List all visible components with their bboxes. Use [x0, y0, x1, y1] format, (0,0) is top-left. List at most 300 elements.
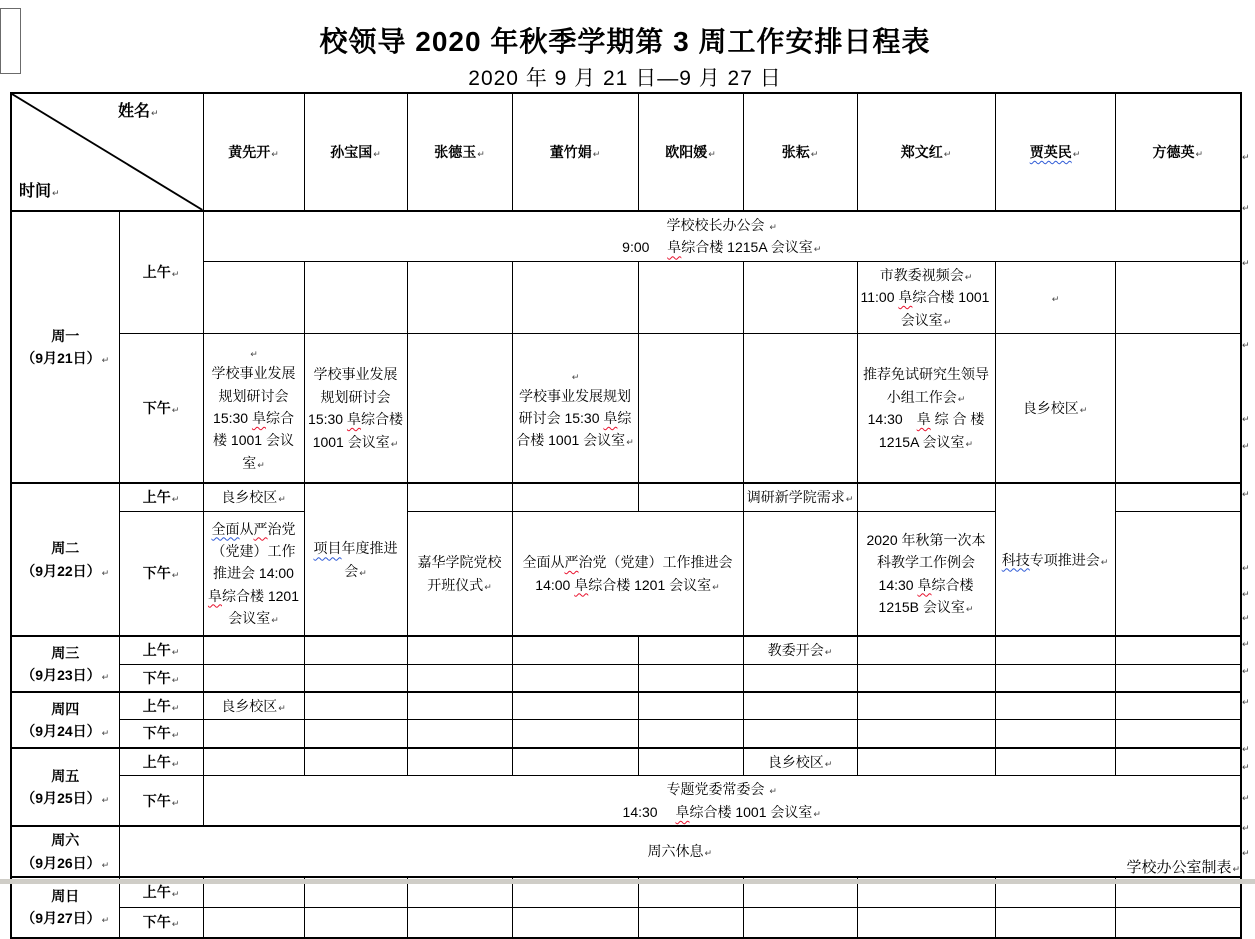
cell-tue-pm-huang-party-meeting	[203, 511, 304, 636]
paragraph-mark: ↵	[1072, 148, 1081, 159]
cell-mon-pm-jia-liangxiang	[995, 333, 1115, 483]
paragraph-mark: ↵	[626, 437, 634, 448]
corner-label-name	[118, 99, 159, 125]
text-run	[15, 347, 116, 369]
row-fri-am	[11, 748, 1241, 776]
cell-tue-pm-fang	[1115, 511, 1241, 636]
page-subtitle: 2020 年 9 月 21 日—9 月 27 日	[468, 67, 782, 90]
cell-mon-am-sun	[304, 261, 407, 333]
text-run: 学校校长办公会	[666, 216, 769, 233]
cell-tue-am-zhangdy	[407, 483, 512, 511]
paragraph-mark: ↵	[1232, 864, 1240, 874]
text-run: 综合楼 1001 会议室	[213, 409, 294, 471]
cell-sun-pm-zheng	[857, 908, 995, 938]
paragraph-mark: ↵	[171, 647, 180, 658]
paragraph-mark: ↵	[824, 647, 833, 658]
cell-thu-am-zheng	[857, 692, 995, 720]
paragraph-mark: ↵	[1242, 589, 1250, 599]
time-cell-wed-am	[119, 636, 203, 664]
text-run: 下午	[142, 565, 171, 582]
paragraph-mark: ↵	[373, 148, 381, 159]
text-run: 周五	[51, 767, 80, 784]
text-run: 周一	[51, 327, 80, 344]
cell-wed-pm-sun	[304, 664, 407, 692]
row-mon-am-merged	[11, 211, 1241, 261]
text-run	[411, 574, 509, 596]
cell-mon-am-ouyang	[638, 261, 743, 333]
cell-tue-pm-zhangyun	[743, 511, 857, 636]
paragraph-mark: ↵	[1242, 340, 1250, 350]
paragraph-mark: ↵	[1242, 848, 1250, 858]
paragraph-mark: ↵	[390, 438, 399, 449]
paragraph-mark: ↵	[824, 758, 833, 769]
cell-tue-jia-tech-meeting	[995, 483, 1115, 636]
cell-mon-am-zheng-video-meeting	[857, 261, 995, 333]
cell-tue-pm-zhangdy-jiahua	[407, 511, 512, 636]
text-run: 9:00	[622, 239, 668, 256]
cell-wed-pm-dong	[512, 664, 638, 692]
paragraph-mark: ↵	[150, 108, 159, 118]
header-ouyangyuan	[638, 93, 743, 211]
text-run: 嘉华学院党校	[417, 554, 502, 571]
cell-thu-pm-sun	[304, 720, 407, 748]
paragraph-mark: ↵	[171, 269, 180, 280]
cell-wed-am-huang	[203, 636, 304, 664]
cell-wed-pm-zhangyun	[743, 664, 857, 692]
row-thu-pm	[11, 720, 1241, 748]
paragraph-mark: ↵	[1051, 294, 1060, 305]
text-run: 专题党委常委会	[666, 781, 769, 798]
cell-mon-pm-huang-dev-plan	[203, 333, 304, 483]
day-cell-wed	[11, 636, 119, 692]
text-run: 推荐免试研究生领导小组工作会	[863, 366, 989, 405]
text-run: 综合楼 1215B 会议室	[878, 576, 978, 615]
cell-tue-am-zheng	[857, 483, 995, 511]
text-run: 姓名	[117, 103, 150, 120]
text-run: 年度推进会	[341, 540, 398, 579]
cell-thu-am-fang	[1115, 692, 1241, 720]
misspelled-text: 阜	[916, 411, 931, 428]
text-run: 上午	[142, 753, 171, 770]
paragraph-mark: ↵	[171, 404, 180, 415]
text-run: 市教委视频会	[879, 266, 964, 283]
cell-thu-am-zhangdy	[407, 692, 512, 720]
misspelled-text: 阜	[346, 411, 361, 428]
text-run	[207, 801, 1238, 823]
cell-sun-pm-ouyang	[638, 908, 743, 938]
text-run: 周六休息	[647, 843, 704, 860]
text-run: 周四	[51, 700, 80, 717]
text-run: 教委开会	[767, 642, 824, 659]
row-wed-pm	[11, 664, 1241, 692]
cell-thu-am-dong	[512, 692, 638, 720]
text-run: 学校事业发展规划研讨会 15:30	[308, 366, 398, 428]
cell-fri-am-zheng	[857, 748, 995, 776]
cell-mon-pm-zhangdy	[407, 333, 512, 483]
paragraph-mark: ↵	[769, 786, 777, 797]
text-run: 调研新学院需求	[746, 489, 845, 506]
cell-thu-pm-zheng	[857, 720, 995, 748]
text-run: 时间	[19, 183, 52, 201]
cell-fri-am-ouyang	[638, 748, 743, 776]
misspelled-text: 阜	[207, 587, 222, 604]
cell-mon-pm-zhangyun	[743, 333, 857, 483]
cell-wed-am-sun	[304, 636, 407, 664]
paragraph-mark: ↵	[171, 730, 180, 741]
paragraph-mark: ↵	[1242, 639, 1250, 649]
time-cell-tue-am	[119, 483, 203, 511]
paragraph-mark: ↵	[813, 808, 821, 819]
paragraph-mark: ↵	[1242, 414, 1250, 424]
cell-mon-pm-fang	[1115, 333, 1241, 483]
text-run: 综合楼 1215A 会议室	[681, 239, 813, 256]
row-fri-pm-merged	[11, 776, 1241, 826]
cell-thu-pm-dong	[512, 720, 638, 748]
text-run	[207, 342, 301, 362]
text-run	[861, 264, 992, 286]
cell-fri-am-dong	[512, 748, 638, 776]
cell-wed-am-fang	[1115, 636, 1241, 664]
text-run	[207, 214, 1238, 236]
text-run: （9月24日）	[21, 722, 101, 739]
paragraph-mark: ↵	[1242, 258, 1250, 268]
text-run: （9月21日）	[21, 350, 101, 367]
text-run: 治党（党建）工作推进会 14:00	[211, 520, 298, 582]
cell-mon-pm-dong-dev-plan	[512, 333, 638, 483]
text-run: 方德英	[1152, 143, 1195, 160]
window-bottom-edge	[0, 879, 1255, 884]
paragraph-mark: ↵	[101, 672, 110, 683]
cell-mon-am-zhangdy	[407, 261, 512, 333]
text-run: 孙宝国	[330, 143, 373, 160]
time-cell-mon-am	[119, 211, 203, 333]
paragraph-mark: ↵	[943, 148, 952, 159]
text-run	[516, 365, 635, 385]
text-run: 2020 年秋第一次本科教学工作例会 14:30	[866, 531, 986, 593]
paragraph-mark: ↵	[171, 758, 180, 769]
cell-thu-pm-zhangyun	[743, 720, 857, 748]
corner-header-cell	[11, 93, 203, 211]
cell-wed-pm-fang	[1115, 664, 1241, 692]
footer-credit	[10, 856, 1240, 877]
cell-sun-pm-dong	[512, 908, 638, 938]
text-run: 14:30	[622, 803, 676, 820]
text-run: 从	[239, 520, 254, 537]
day-cell-mon	[11, 211, 119, 483]
paragraph-mark: ↵	[257, 459, 265, 470]
text-run: 上午	[142, 698, 171, 715]
paragraph-mark: ↵	[101, 859, 110, 870]
paragraph-mark: ↵	[592, 148, 601, 159]
time-cell-fri-pm	[119, 776, 203, 826]
cell-tue-am-huang-liangxiang	[203, 483, 304, 511]
cell-fri-am-zhangyun-liangxiang	[743, 748, 857, 776]
schedule-table	[10, 92, 1242, 939]
paragraph-mark: ↵	[1242, 697, 1250, 707]
paragraph-mark: ↵	[712, 581, 720, 592]
text-run	[861, 408, 992, 453]
text-run	[207, 236, 1238, 258]
text-run: 郑文红	[900, 143, 943, 160]
cell-wed-pm-zheng	[857, 664, 995, 692]
text-run: 良乡校区	[221, 489, 278, 506]
paragraph-mark: ↵	[1242, 613, 1250, 623]
paragraph-mark: ↵	[52, 188, 60, 199]
cell-sun-pm-zhangyun	[743, 908, 857, 938]
text-run	[207, 778, 1238, 800]
cell-wed-am-dong	[512, 636, 638, 664]
paragraph-mark: ↵	[101, 727, 110, 738]
paragraph-mark: ↵	[1242, 441, 1250, 451]
cell-wed-am-jia	[995, 636, 1115, 664]
text-run: 下午	[142, 914, 171, 931]
cell-thu-am-jia	[995, 692, 1115, 720]
text-run	[15, 720, 116, 742]
paragraph-mark: ↵	[810, 148, 819, 159]
time-cell-thu-pm	[119, 720, 203, 748]
misspelled-text: 阜	[603, 409, 618, 426]
misspelled-text: 阜	[898, 289, 913, 306]
time-cell-thu-am	[119, 692, 203, 720]
cell-mon-am-dong	[512, 261, 638, 333]
text-run: 张德玉	[434, 143, 477, 160]
cell-tue-sun-project-meeting	[304, 483, 407, 636]
day-cell-thu	[11, 692, 119, 748]
cell-wed-am-zheng	[857, 636, 995, 664]
text-run: （9月26日）	[21, 854, 101, 871]
cell-fri-am-fang	[1115, 748, 1241, 776]
paragraph-mark: ↵	[964, 271, 973, 282]
cell-sun-pm-sun	[304, 908, 407, 938]
time-cell-tue-pm	[119, 511, 203, 636]
cell-wed-pm-zhangdy	[407, 664, 512, 692]
paragraph-mark: ↵	[1242, 203, 1250, 213]
cell-tue-am-zhangyun-research	[743, 483, 857, 511]
day-cell-fri	[11, 748, 119, 826]
header-zhengwenhong	[857, 93, 995, 211]
header-zhangyun	[743, 93, 857, 211]
paragraph-mark: ↵	[943, 316, 952, 327]
paragraph-mark: ↵	[171, 570, 180, 581]
paragraph-mark: ↵	[171, 703, 180, 714]
text-run: 全面从	[522, 554, 565, 571]
cell-thu-pm-fang	[1115, 720, 1241, 748]
misspelled-text: 科技	[1001, 551, 1030, 568]
cell-mon-am-fang	[1115, 261, 1241, 333]
day-cell-sun	[11, 877, 119, 938]
cell-tue-am-dong	[512, 483, 638, 511]
text-run: 上午	[142, 264, 171, 281]
text-run	[861, 363, 992, 408]
misspelled-text: 全面	[211, 520, 240, 537]
text-run: 张耘	[781, 143, 810, 160]
paragraph-mark: ↵	[171, 674, 180, 685]
text-run	[861, 309, 992, 331]
cell-mon-pm-sun-dev-plan	[304, 333, 407, 483]
cell-fri-am-zhangdy	[407, 748, 512, 776]
cell-thu-pm-ouyang	[638, 720, 743, 748]
cell-thu-pm-zhangdy	[407, 720, 512, 748]
time-cell-sun-pm	[119, 908, 203, 938]
text-run: 下午	[142, 669, 171, 686]
text-run: 良乡校区	[1022, 399, 1079, 416]
text-run: 综合楼 1201 会议室	[221, 587, 303, 627]
paragraph-mark: ↵	[957, 393, 966, 404]
cell-thu-pm-huang	[203, 720, 304, 748]
text-run: 周三	[51, 644, 80, 661]
cell-wed-am-zhangdy	[407, 636, 512, 664]
paragraph-mark: ↵	[1100, 556, 1109, 567]
text-run: 综合楼 1201 会议室	[588, 576, 712, 593]
text-run: 上午	[142, 884, 171, 901]
text-run: 周日	[51, 888, 80, 905]
text-run: 欧阳媛	[665, 143, 708, 160]
time-cell-mon-pm	[119, 333, 203, 483]
paragraph-mark: ↵	[171, 797, 180, 808]
misspelled-text: 阜	[667, 239, 682, 256]
row-mon-pm	[11, 333, 1241, 483]
text-run: （9月25日）	[21, 790, 101, 806]
paragraph-mark: ↵	[271, 148, 279, 159]
day-cell-tue	[11, 483, 119, 636]
paragraph-mark: ↵	[1242, 793, 1250, 803]
paragraph-mark: ↵	[1242, 744, 1250, 754]
misspelled-text: 阜	[917, 576, 932, 593]
cell-thu-am-ouyang	[638, 692, 743, 720]
text-run: 良乡校区	[221, 698, 278, 715]
cell-thu-am-huang-liangxiang	[203, 692, 304, 720]
cell-thu-pm-jia	[995, 720, 1115, 748]
paragraph-mark: ↵	[1242, 152, 1250, 162]
cell-sun-pm-zhangdy	[407, 908, 512, 938]
paragraph-mark: ↵	[171, 919, 180, 930]
cell-mon-pm-ouyang	[638, 333, 743, 483]
row-tue-am	[11, 483, 1241, 511]
cell-sun-pm-huang	[203, 908, 304, 938]
cell-fri-am-jia	[995, 748, 1115, 776]
header-fangdeying	[1115, 93, 1241, 211]
cell-thu-am-sun	[304, 692, 407, 720]
text-run: 14:30	[867, 411, 917, 428]
text-run: 黄先开	[228, 143, 271, 160]
paragraph-mark: ↵	[1242, 762, 1250, 772]
row-thu-am	[11, 692, 1241, 720]
cell-sun-pm-jia	[995, 908, 1115, 938]
header-sunbaoguo	[304, 93, 407, 211]
cell-wed-am-ouyang	[638, 636, 743, 664]
misspelled-text: 阜	[675, 803, 690, 820]
paragraph-mark: ↵	[101, 355, 110, 366]
text-run: 开班仪式	[427, 576, 484, 593]
text-run: 学校办公室制表	[1126, 859, 1232, 876]
text-run: 周六	[51, 832, 80, 849]
header-jiayingmin	[995, 93, 1115, 211]
cell-tue-pm-dong-ouyang-party-meeting	[512, 511, 743, 636]
paragraph-mark: ↵	[1242, 489, 1250, 499]
misspelled-text: 严	[253, 520, 268, 537]
text-run: （9月23日）	[21, 667, 101, 684]
text-run: （9月22日）	[21, 562, 101, 579]
text-run: 下午	[142, 725, 171, 742]
cell-wed-pm-huang	[203, 664, 304, 692]
cell-mon-am-jia	[995, 261, 1115, 333]
text-run: 董竹娟	[549, 143, 592, 160]
misspelled-text: 项目	[313, 540, 342, 557]
cell-mon-am-zhangyun	[743, 261, 857, 333]
paragraph-mark: ↵	[477, 148, 485, 159]
cell-tue-am-ouyang	[638, 483, 743, 511]
paragraph-mark: ↵	[1079, 404, 1088, 415]
paragraph-mark: ↵	[845, 494, 854, 505]
paragraph-mark: ↵	[1242, 563, 1250, 573]
paragraph-mark: ↵	[769, 221, 777, 232]
cell-wed-pm-ouyang	[638, 664, 743, 692]
paragraph-mark: ↵	[1242, 666, 1250, 676]
misspelled-text: 贾英民	[1029, 143, 1072, 160]
cell-wed-am-zhangyun-jiaowei	[743, 636, 857, 664]
paragraph-mark: ↵	[965, 438, 974, 449]
paragraph-mark: ↵	[965, 603, 974, 614]
cell-mon-am-huang	[203, 261, 304, 333]
text-run: 学校事业发展规划研讨会 15:30	[518, 387, 631, 426]
text-run: 综 合 楼 1215A 会议室	[878, 411, 989, 450]
text-run: 良乡校区	[767, 753, 824, 770]
text-run: 11:00	[860, 289, 899, 306]
header-zhangdeyu	[407, 93, 512, 211]
row-wed-am	[11, 636, 1241, 664]
text-run: 会议室	[900, 311, 943, 328]
header-huangxiankai	[203, 93, 304, 211]
cell-fri-pm-all-party-committee	[203, 776, 1241, 826]
text-run	[15, 787, 116, 809]
text-run: 综合楼 1001 会议室	[312, 411, 407, 450]
paragraph-mark: ↵	[101, 915, 110, 926]
cell-fri-am-huang	[203, 748, 304, 776]
text-run: 周二	[51, 540, 80, 557]
text-run	[15, 560, 116, 582]
paragraph-mark: ↵	[704, 848, 713, 859]
paragraph-mark: ↵	[101, 795, 110, 805]
text-run: 下午	[142, 792, 171, 809]
time-cell-fri-am	[119, 748, 203, 776]
text-run	[861, 286, 992, 308]
header-row	[11, 93, 1241, 211]
paragraph-mark: ↵	[271, 615, 279, 626]
paragraph-mark: ↵	[484, 581, 492, 592]
paragraph-mark: ↵	[250, 349, 258, 360]
cell-tue-am-fang	[1115, 483, 1241, 511]
text-run	[15, 664, 116, 686]
paragraph-mark: ↵	[359, 567, 367, 578]
text-run: 上午	[142, 489, 171, 506]
paragraph-mark: ↵	[171, 494, 180, 505]
text-run: 综合楼 1001	[912, 289, 994, 306]
misspelled-text: 严	[564, 554, 579, 571]
paragraph-mark: ↵	[708, 148, 716, 159]
misspelled-text: 阜	[574, 576, 589, 593]
text-run: （9月27日）	[21, 910, 101, 927]
text-run: 综合楼 1001 会议室	[689, 803, 813, 820]
text-run: 综合楼 1001 会议室	[516, 409, 632, 449]
text-run: 学校事业发展规划研讨会 15:30	[211, 365, 296, 426]
text-run: 上午	[142, 642, 171, 659]
page-title: 校领导 2020 年秋季学期第 3 周工作安排日程表	[319, 26, 931, 57]
paragraph-mark: ↵	[278, 494, 286, 505]
time-cell-wed-pm	[119, 664, 203, 692]
misspelled-text: 阜	[251, 409, 266, 426]
cell-mon-am-all-principals-meeting	[203, 211, 1241, 261]
cell-thu-am-zhangyun	[743, 692, 857, 720]
